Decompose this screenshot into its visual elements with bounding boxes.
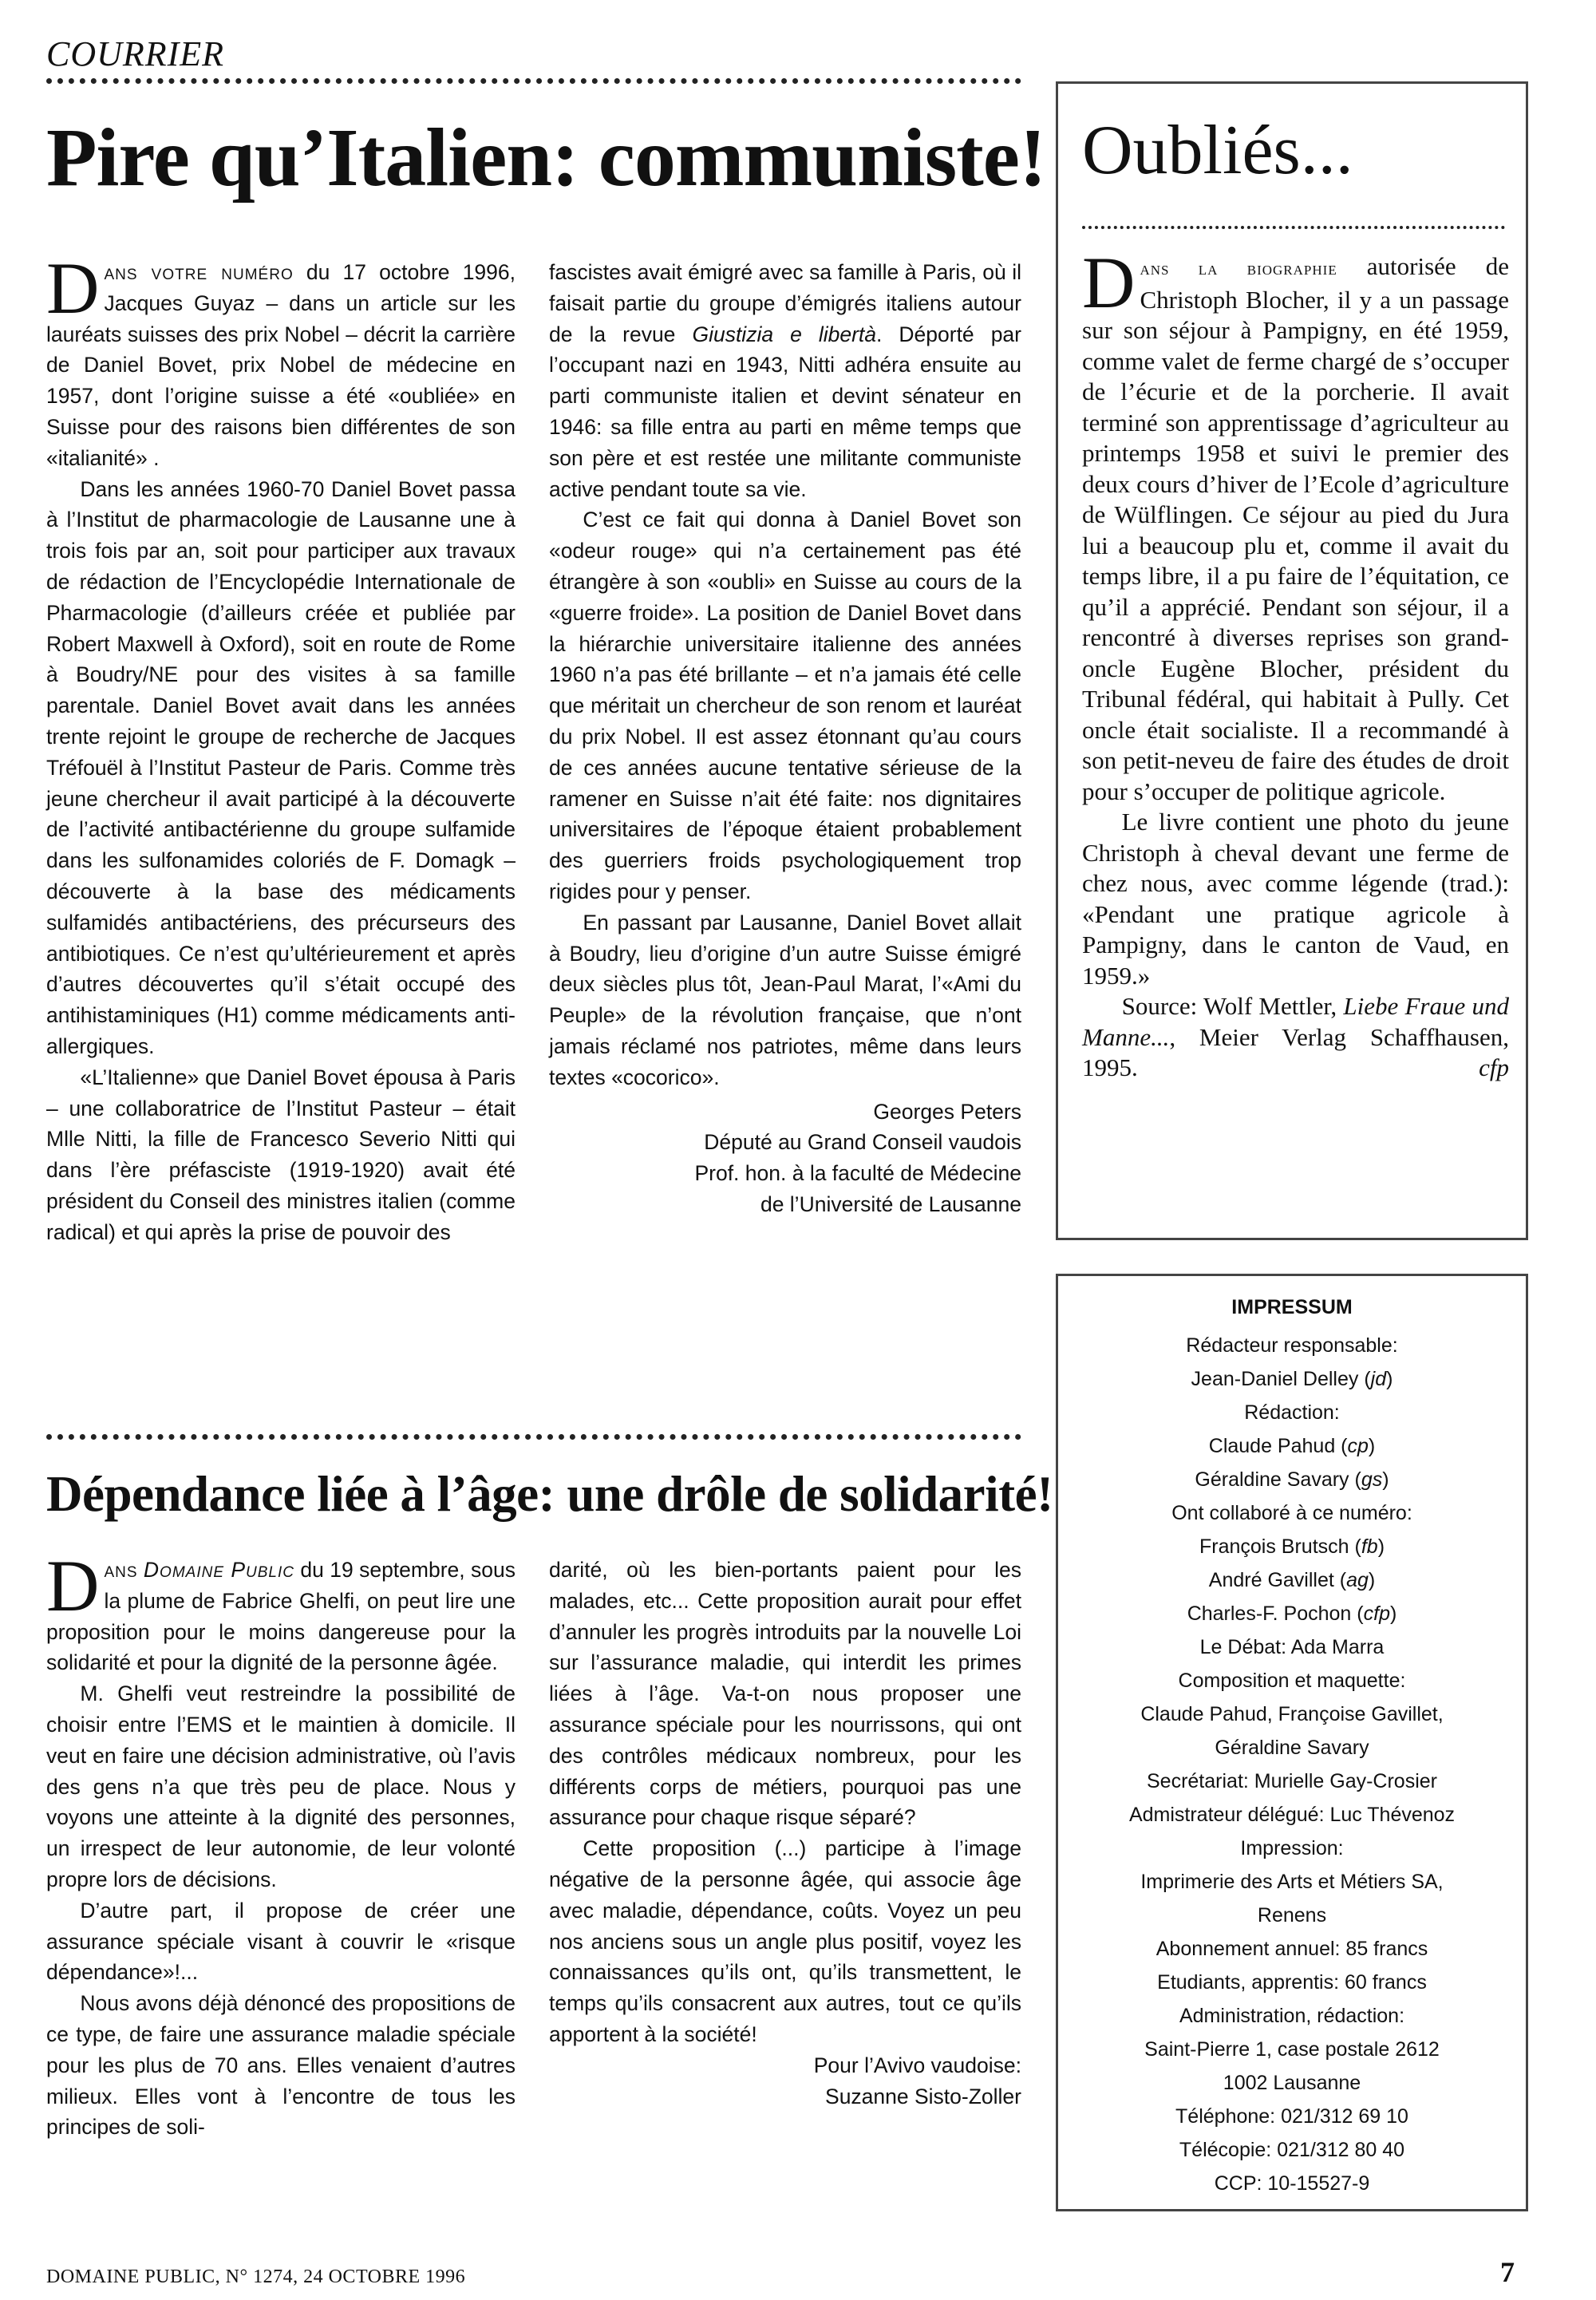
- article2-signature: [549, 2050, 1021, 2112]
- impressum-line: Charles-F. Pochon (cfp): [1187, 1602, 1397, 1625]
- footer-page-number: 7: [1500, 2256, 1515, 2288]
- impressum-line: Administration, rédaction:: [1179, 2005, 1405, 2027]
- section-divider: [46, 78, 1021, 84]
- article1-column-right: [549, 257, 1021, 1220]
- article2-lead: ans: [104, 1558, 138, 1582]
- article1-p1-text: du 17 octobre 1996, Jacques Guyaz – dans un article sur les lauréats suisses des prix Nobel – décrit la carrière de Daniel Bovet, prix Nobel de médecine en 1957, dont l’origine suisse a été «oubliée» en Suisse pour des raisons bien différentes de son «italianité» .: [46, 260, 516, 470]
- sidebar-initials: cfp: [1479, 1053, 1509, 1081]
- article2-paragraph-4-continued: darité, où les bien-portants paient pour les malades, etc... Cette proposition aurait pour effet d’annuler les progrès introduits par la nouvelle Loi sur l’assurance maladie, qui interdit les primes liées à l’âge. Va-t-on nous proposer une assurance spéciale pour les nourrissons, qui ont des contrôles médicaux nombreux, pour les différents corps de métiers, pourquoi pas une assurance pour chaque risque séparé?: [549, 1558, 1021, 1830]
- article1-dropcap: D: [46, 247, 100, 329]
- sidebar-paragraph-2: Le livre contient une photo du jeune Christoph à cheval devant une ferme de chez nous, avec comme légende (trad.): «Pendant une pratique agricole à Pampigny, dans le canton de Vaud, en 1959.»: [1082, 808, 1509, 990]
- article1-headline: Pire qu’Italien: communiste!: [46, 112, 1046, 204]
- impressum-line: Rédacteur responsable:: [1186, 1334, 1398, 1357]
- article2-signature-line1: Pour l’Avivo vaudoise:: [813, 2053, 1021, 2077]
- article1-paragraph-3: «L’Italienne» que Daniel Bovet épousa à Paris – une collaboratrice de l’Institut Pasteur – était Mlle Nitti, la fille de Francesco Severio Nitti qui dans l’ère préfasciste (1919-1920) avait été président du Conseil des ministres italien (comme radical) et qui après la prise de pouvoir des: [46, 1065, 516, 1244]
- impressum-line: Impression:: [1240, 1837, 1344, 1859]
- article2-paragraph-1: [46, 1545, 516, 1678]
- impressum-line: Le Débat: Ada Marra: [1199, 1636, 1385, 1658]
- article1-signature: [549, 1097, 1021, 1220]
- sidebar-source: Source: Wolf Mettler, Liebe Fraue und Manne..., Meier Verlag Schaffhausen, 1995. cfp: [1082, 991, 1509, 1084]
- impressum-line: Géraldine Savary (gs): [1195, 1468, 1389, 1491]
- sidebar-title: Oubliés...: [1082, 112, 1353, 189]
- article2-p1-text: du 19 septembre, sous la plume de Fabrice Ghelfi, on peut lire une proposition pour le moins dangereuse pour la solidarité et pour la dignité de la personne âgée.: [46, 1558, 516, 1675]
- article1-paragraph-1: [46, 247, 516, 474]
- article1-paragraph-4: C’est ce fait qui donna à Daniel Bovet son «odeur rouge» qui n’a certainement pas été étrangère à son «oubli» en Suisse au cours de la «guerre froide». La position de Daniel Bovet dans la hiérarchie universitaire italienne des années 1960 n’a pas été brillante – et n’a jamais été celle que méritait un chercheur de son renom et lauréat du prix Nobel. Il est assez étonnant qu’au cours de ces années aucune tentative sérieuse de la ramener en Suisse n’ait été faite: nos dignitaires universitaires de l’époque étaient probablement des guerriers froids psychologiquement trop rigides pour y penser.: [549, 508, 1021, 903]
- impressum-box: [1056, 1274, 1528, 2211]
- impressum-line: André Gavillet (ag): [1208, 1569, 1376, 1591]
- impressum-line: Saint-Pierre 1, case postale 2612: [1144, 2038, 1440, 2061]
- impressum-line: Admistrateur délégué: Luc Thévenoz: [1128, 1804, 1456, 1826]
- article2-headline: Dépendance liée à l’âge: une drôle de solidarité!: [46, 1466, 1053, 1522]
- sidebar-paragraph-1: [1082, 242, 1509, 807]
- sidebar-text: [1082, 242, 1509, 1084]
- article1-paragraph-2: Dans les années 1960-70 Daniel Bovet passa à l’Institut de pharmacologie de Lausanne une à trois fois par an, soit pour participer aux travaux de rédaction de l’Encyclopédie Internationale de Pharmacologie (d’ailleurs créée et publiée par Robert Maxwell à Oxford), soit en route de Rome à Boudry/NE pour des visites à sa famille parentale. Daniel Bovet avait dans les années trente rejoint le groupe de recherche de Jacques Tréfouël à l’Institut Pasteur de Paris. Comme très jeune chercheur il avait participé à la découverte de l’activité antibactérienne du groupe sulfamide dans les sulfonamides coloriés de F. Domagk – découverte à la base des médicaments sulfamidés antibactériens, des précurseurs des antibiotiques. Ce n’est qu’ultérieurement et après d’autres découvertes qu’il s’était occupé des antihistaminiques (H1) comme médicaments anti-allergiques.: [46, 476, 516, 1058]
- impressum-line: Imprimerie des Arts et Métiers SA,: [1140, 1871, 1444, 1893]
- impressum-line: Ont collaboré à ce numéro:: [1171, 1502, 1412, 1524]
- article1-paragraph-3-continued: fascistes avait émigré avec sa famille à Paris, où il faisait partie du groupe d’émigrés italiens autour de la revue Giustizia e libertà. Déporté par l’occupant nazi en 1943, Nitti adhéra ensuite au parti communiste italien et devint sénateur en 1946: sa fille entra au parti en même temps que son père et est restée une militante communiste active pendant toute sa vie.: [549, 260, 1021, 501]
- sidebar-box: [1056, 81, 1528, 1240]
- article2-paragraph-5: Cette proposition (...) participe à l’image négative de la personne âgée, qui associe âge avec maladie, dépendance, coûts. Voyez un peu nos anciens sous un angle plus positif, voyez les connaissances qu’ils ont, qu’ils transmettent, le temps qu’ils consacrent aux autres, tout ce qu’ils apportent à la société!: [549, 1836, 1021, 2046]
- article2-column-left: [46, 1545, 516, 2143]
- sidebar-divider: [1082, 226, 1505, 229]
- article1-signature-line1: Député au Grand Conseil vaudois: [704, 1130, 1021, 1155]
- impressum-line: Claude Pahud (cp): [1208, 1435, 1376, 1457]
- article1-signature-line3: de l’Université de Lausanne: [760, 1191, 1021, 1216]
- article2-paragraph-4: Nous avons déjà dénoncé des propositions de ce type, de faire une assurance maladie spéciale pour les plus de 70 ans. Elles venaient d’autres milieux. Elles vont à l’encontre de tous les principes de soli-: [46, 1991, 516, 2140]
- impressum-line: Renens: [1257, 1904, 1327, 1927]
- impressum-line: Composition et maquette:: [1178, 1670, 1406, 1692]
- article2-signature-name: Suzanne Sisto-Zoller: [825, 2084, 1021, 2108]
- article2-column-right: [549, 1555, 1021, 2112]
- section-label: COURRIER: [46, 34, 225, 73]
- impressum-line: CCP: 10-15527-9: [1214, 2172, 1370, 2195]
- article2-publication-name: Domaine Public: [143, 1558, 295, 1582]
- article2-paragraph-2: M. Ghelfi veut restreindre la possibilité de choisir entre l’EMS et le maintien à domicile. Il veut en faire une décision administrative, où l’avis des gens n’a que très peu de place. Nous y voyons une atteinte à la dignité des personnes, un irrespect de leur autonomie, de leur volonté propre lors de décisions.: [46, 1682, 516, 1891]
- impressum-line: Etudiants, apprentis: 60 francs: [1157, 1971, 1427, 1994]
- impressum-line: François Brutsch (fb): [1199, 1535, 1385, 1558]
- article1-signature-line2: Prof. hon. à la faculté de Médecine: [694, 1161, 1021, 1186]
- impressum-line: Abonnement annuel: 85 francs: [1156, 1938, 1428, 1960]
- article1-column-left: [46, 247, 516, 1248]
- impressum-line: Géraldine Savary: [1215, 1737, 1369, 1759]
- impressum-title: IMPRESSUM: [1231, 1296, 1353, 1318]
- article1-lead: ans votre numéro: [104, 260, 294, 284]
- impressum-line: Secrétariat: Murielle Gay-Crosier: [1147, 1770, 1437, 1792]
- impressum-line: Rédaction:: [1244, 1401, 1340, 1424]
- impressum-lines: [1058, 1329, 1526, 2200]
- sidebar-p1-text: autorisée de Christoph Blocher, il y a un passage sur son séjour à Pampigny, en été 1959, comme valet de ferme chargé de s’occuper de l’écurie et de la porcherie. Il avait terminé son apprentissage d’agriculteur au printemps 1958 et suivi le premier des deux cours d’hiver de l’Ecole d’agriculture de Wülflingen. Ce séjour au pied du Jura lui a beaucoup plu et, comme il avait du temps libre, il a pu faire de l’équitation, ce qu’il a apprécié. Pendant son séjour, il a rencontré à diverses reprises son grand-oncle Eugène Blocher, président du Tribunal fédéral, qui habitait à Pully. Cet oncle était socialiste. Il a recommandé à son petit-neveu de faire des études de droit pour s’occuper de politique agricole.: [1082, 252, 1509, 805]
- article1-paragraph-5: En passant par Lausanne, Daniel Bovet allait à Boudry, lieu d’origine d’un autre Suisse émigré deux siècles plus tôt, Jean-Paul Marat, l’«Ami du Peuple» de la révolution française, que n’ont jamais réclamé nos patriotes, même dans leurs textes «cocorico».: [549, 910, 1021, 1089]
- impressum-line: Téléphone: 021/312 69 10: [1175, 2105, 1408, 2128]
- impressum-line: Télécopie: 021/312 80 40: [1179, 2139, 1405, 2161]
- impressum-line: Claude Pahud, Françoise Gavillet,: [1140, 1703, 1444, 1725]
- sidebar-lead: ans la biographie: [1140, 259, 1337, 279]
- article2-paragraph-3: D’autre part, il propose de créer une assurance spéciale visant à couvrir le «risque dépendance»!...: [46, 1898, 516, 1985]
- article-divider: [46, 1434, 1021, 1440]
- impressum-line: 1002 Lausanne: [1223, 2072, 1361, 2094]
- impressum-line: Jean-Daniel Delley (jd): [1191, 1368, 1393, 1390]
- article1-signature-name: Georges Peters: [873, 1099, 1021, 1124]
- sidebar-dropcap: D: [1082, 242, 1136, 323]
- footer-issue: DOMAINE PUBLIC, N° 1274, 24 OCTOBRE 1996: [46, 2266, 466, 2287]
- article2-dropcap: D: [46, 1545, 100, 1626]
